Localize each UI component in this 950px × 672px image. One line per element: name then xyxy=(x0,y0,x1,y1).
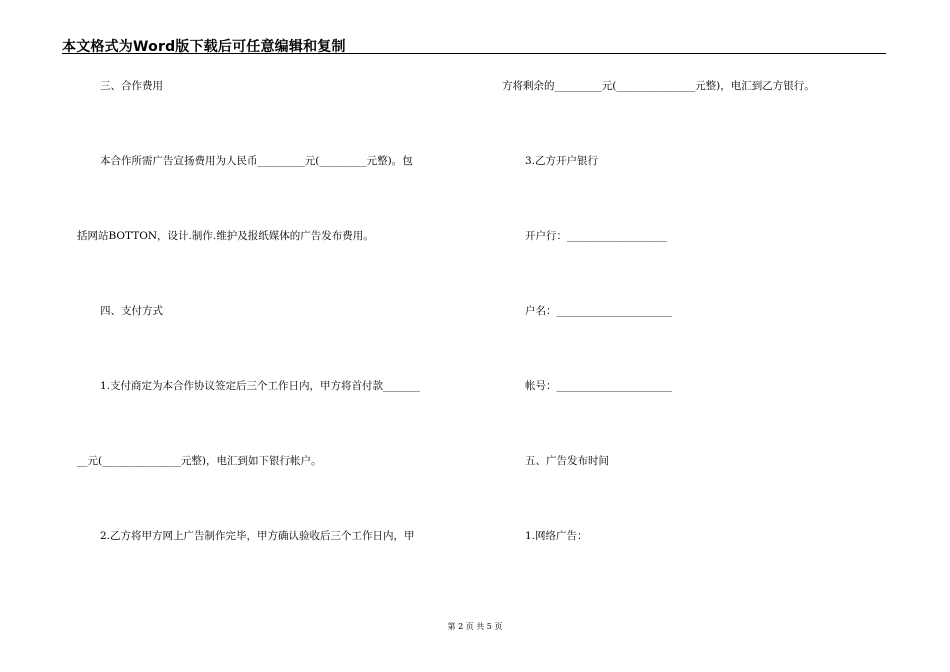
online-ad-label: 1.网络广告： xyxy=(525,530,588,542)
page-number-indicator: 第 2 页 共 5 页 xyxy=(447,622,503,631)
document-header-title: 本文格式为Word版下载后可任意编辑和复制 xyxy=(62,39,346,55)
account-name-field: 户名：______________________ xyxy=(525,305,672,317)
section5-heading: 五、广告发布时间 xyxy=(525,455,609,467)
payment-clause1-line2: __元(_______________元整)，电汇到如下银行帐户。 xyxy=(77,455,322,467)
fee-paragraph-line1: 本合作所需广告宣扬费用为人民币_________元(_________元整)。包 xyxy=(100,155,413,167)
payment-clause1-line1: 1.支付商定为本合作协议签定后三个工作日内，甲方将首付款_______ xyxy=(100,380,420,392)
section3-heading: 三、合作费用 xyxy=(100,80,163,92)
fee-paragraph-line2: 括网站BOTTON，设计.制作.维护及报纸媒体的广告发布费用。 xyxy=(77,230,374,242)
bank-name-field: 开户行：___________________ xyxy=(525,230,667,242)
account-number-field: 帐号：______________________ xyxy=(525,380,672,392)
payment-clause2-line2: 方将剩余的_________元(_______________元整)，电汇到乙方银行。 xyxy=(502,80,815,92)
section4-heading: 四、支付方式 xyxy=(100,305,163,317)
payment-clause2-line1: 2.乙方将甲方网上广告制作完毕，甲方确认验收后三个工作日内，甲 xyxy=(100,530,415,542)
header-divider xyxy=(62,53,886,54)
bank-heading: 3.乙方开户银行 xyxy=(525,155,599,167)
